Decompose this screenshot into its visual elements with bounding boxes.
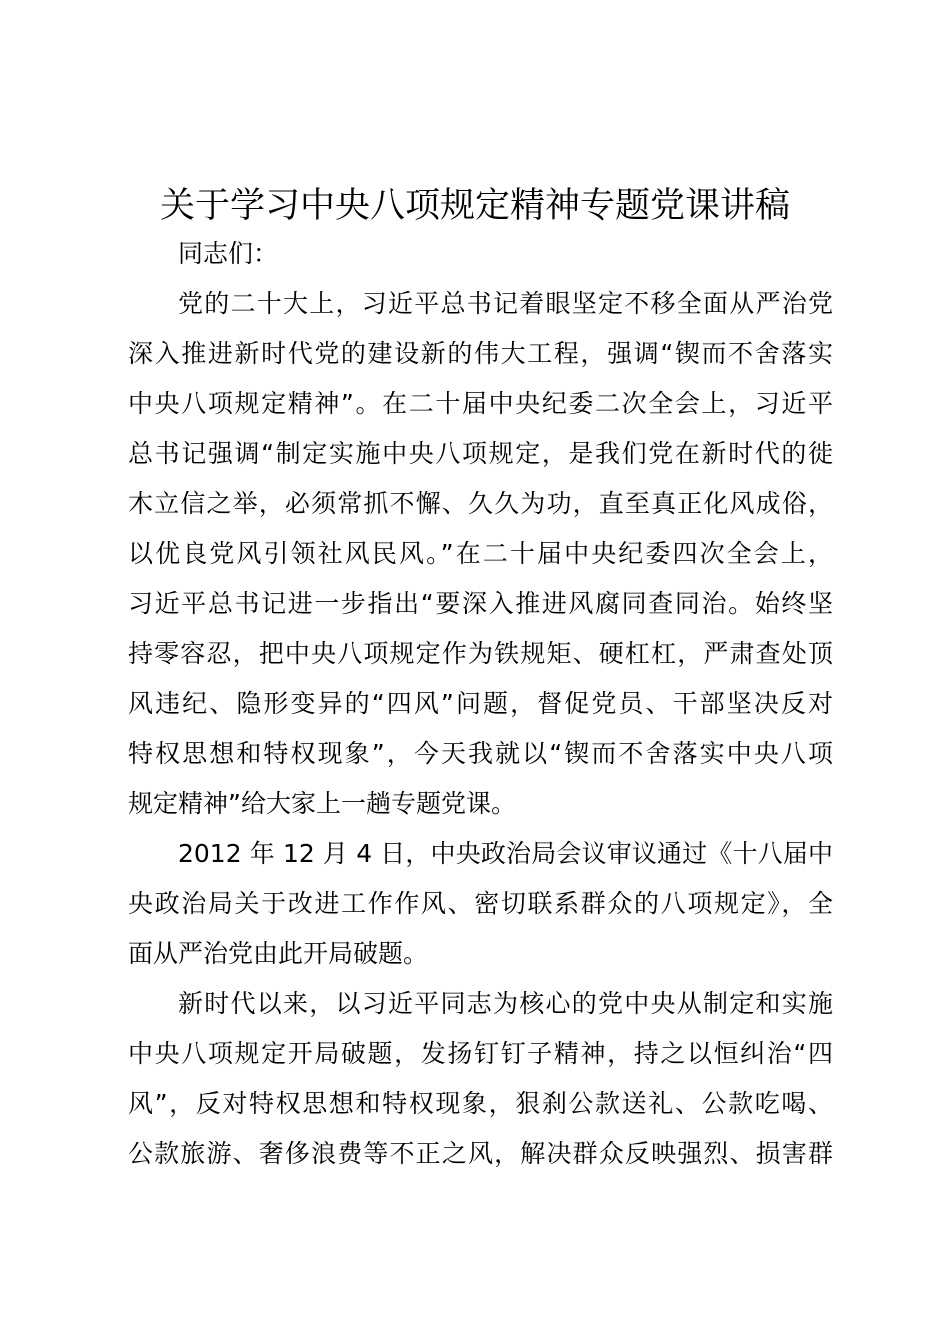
paragraph-line: 规定精神”给大家上一趟专题党课。 <box>128 789 516 818</box>
paragraph-line: 面从严治党由此开局破题。 <box>128 939 429 968</box>
paragraph-line: 以优良党风引领社风民风。”在二十届中央纪委四次全会上， <box>128 539 833 568</box>
paragraph-line: 木立信之举，必须常抓不懈、久久为功，直至真正化风成俗， <box>128 489 833 518</box>
paragraph-line: 习近平总书记进一步指出“要深入推进风腐同查同治。始终坚 <box>128 589 833 618</box>
paragraph-line: 央政治局关于改进工作作风、密切联系群众的八项规定》，全 <box>128 889 833 918</box>
paragraph-line: 公款旅游、奢侈浪费等不正之风，解决群众反映强烈、损害群 <box>128 1139 833 1168</box>
paragraph-line: 新时代以来，以习近平同志为核心的党中央从制定和实施 <box>178 989 833 1018</box>
paragraph-line: 深入推进新时代党的建设新的伟大工程，强调“锲而不舍落实 <box>128 339 833 368</box>
salutation: 同志们： <box>178 239 279 268</box>
paragraph-line: 持零容忍，把中央八项规定作为铁规矩、硬杠杠，严肃查处顶 <box>128 639 833 668</box>
paragraph-line: 2012 年 12 月 4 日，中央政治局会议审议通过《十八届中 <box>178 839 833 868</box>
paragraph-line: 总书记强调“制定实施中央八项规定，是我们党在新时代的徙 <box>128 439 833 468</box>
paragraph-line: 特权思想和特权现象”，今天我就以“锲而不舍落实中央八项 <box>128 739 833 768</box>
paragraph-line: 风”，反对特权思想和特权现象，狠刹公款送礼、公款吃喝、 <box>128 1089 833 1118</box>
document-title: 关于学习中央八项规定精神专题党课讲稿 <box>159 186 790 226</box>
paragraph-line: 党的二十大上，习近平总书记着眼坚定不移全面从严治党 <box>178 289 833 318</box>
paragraph-line: 风违纪、隐形变异的“四风”问题，督促党员、干部坚决反对 <box>128 689 833 718</box>
paragraph-line: 中央八项规定开局破题，发扬钉钉子精神，持之以恒纠治“四 <box>128 1039 833 1068</box>
paragraph-line: 中央八项规定精神”。在二十届中央纪委二次全会上，习近平 <box>128 389 833 418</box>
